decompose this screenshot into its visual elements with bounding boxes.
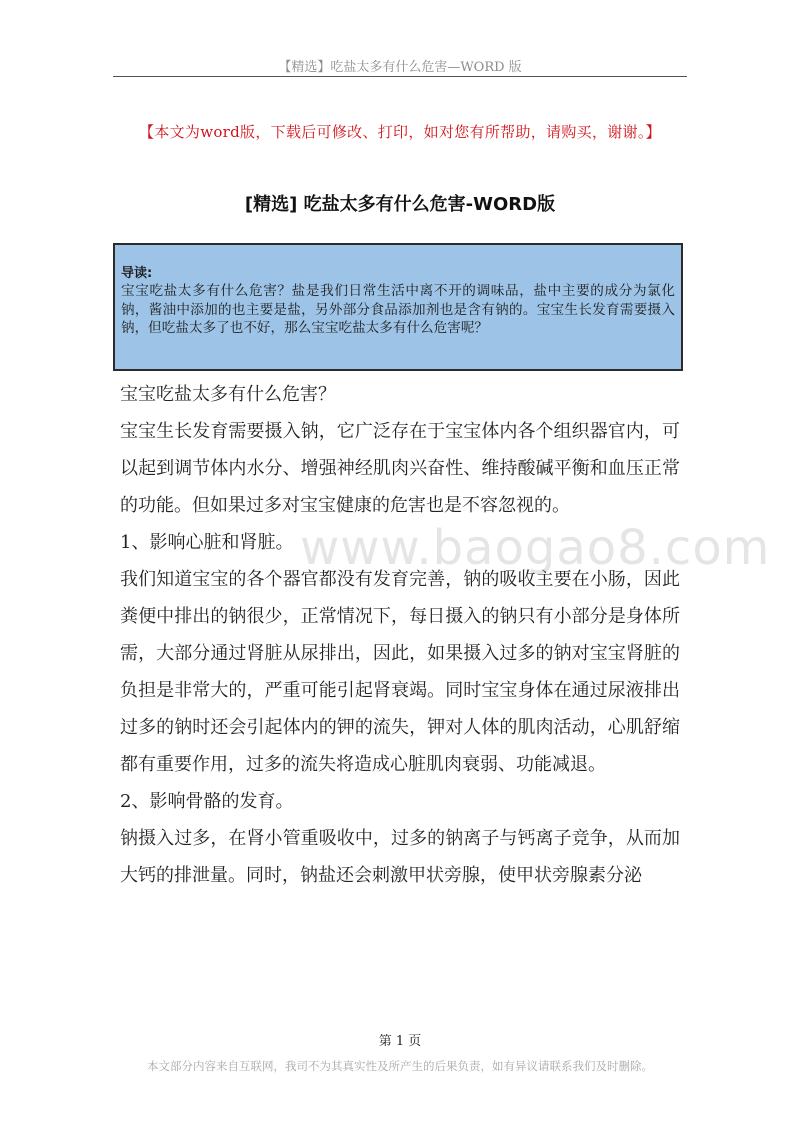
- body-paragraph-intro: 宝宝生长发育需要摄入钠，它广泛存在于宝宝体内各个组织器官内，可以起到调节体内水分、增强神经肌肉兴奋性、维持酸碱平衡和血压正常的功能。但如果过多对宝宝健康的危害也是不容忽视的。: [120, 421, 680, 516]
- section-heading-bones: 2、影响骨骼的发育。: [120, 791, 294, 812]
- running-header: 【精选】吃盐太多有什么危害—WORD 版: [278, 60, 522, 75]
- page-number: 第 1 页: [378, 1034, 422, 1049]
- intro-text: 宝宝吃盐太多有什么危害？盐是我们日常生活中离不开的调味品，盐中主要的成分为氯化钠，酱油中添加的也主要是盐，另外部分食品添加剂也是含有钠的。宝宝生长发育需要摄入钠，但吃盐太多了也不好，那么宝宝吃盐太多有什么危害呢？: [121, 283, 675, 336]
- body-paragraph-question: 宝宝吃盐太多有什么危害？: [120, 384, 336, 405]
- document-title: [精选] 吃盐太多有什么危害-WORD版: [244, 194, 556, 215]
- footer-disclaimer: 本文部分内容来自互联网，我司不为其真实性及所产生的后果负责，如有异议请联系我们及时删除。: [147, 1059, 653, 1073]
- intro-box: [113, 243, 683, 371]
- intro-label: 导读:: [121, 266, 153, 281]
- body-paragraph-heart-kidney: 我们知道宝宝的各个器官都没有发育完善，钠的吸收主要在小肠，因此粪便中排出的钠很少，正常情况下，每日摄入的钠只有小部分是身体所需，大部分通过肾脏从尿排出，因此，如果摄入过多的钠对宝宝肾脏的负担是非常大的，严重可能引起肾衰竭。同时宝宝身体在通过尿液排出过多的钠时还会引起体内的钾的流失，钾对人体的肌肉活动，心肌舒缩都有重要作用，过多的流失将造成心脏肌肉衰弱、功能减退。: [120, 569, 680, 775]
- purchase-notice: 【本文为word版，下载后可修改、打印，如对您有所帮助，请购买，谢谢。】: [139, 123, 661, 141]
- body-content: [120, 376, 680, 894]
- watermark: www.baogao8.com: [300, 520, 771, 576]
- body-paragraph-bones: 钠摄入过多，在肾小管重吸收中，过多的钠离子与钙离子竞争，从而加大钙的排泄量。同时，钠盐还会刺激甲状旁腺，使甲状旁腺素分泌: [120, 828, 680, 886]
- section-heading-heart-kidney: 1、影响心脏和肾脏。: [120, 532, 294, 553]
- header-divider: [113, 76, 687, 77]
